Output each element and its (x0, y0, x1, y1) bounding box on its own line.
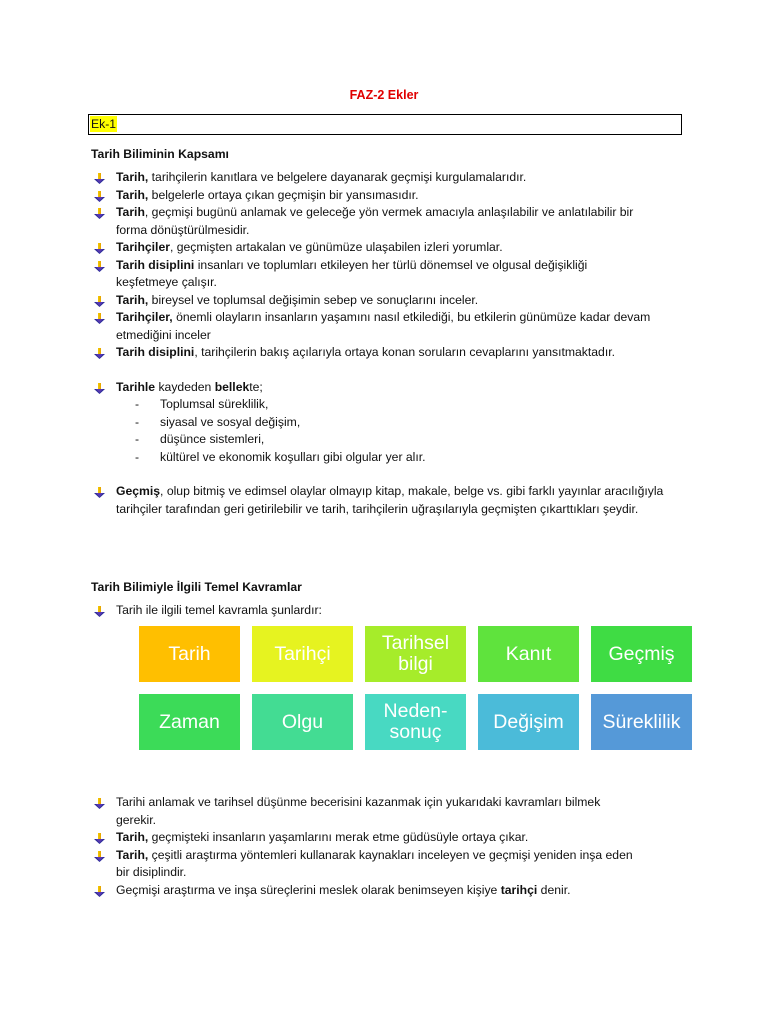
item-text: önemli olayların insanların yaşamını nasıl etkilediği, bu etkilerin günümüze kadar devam etmediğini inceler (116, 310, 651, 342)
concept-box (365, 694, 466, 750)
bullet-arrow-icon (94, 885, 105, 896)
bullet-arrow-icon (94, 190, 105, 201)
bullet-arrow-icon (94, 242, 105, 253)
gecmis-text: , olup bitmiş ve edimsel olaylar olmayıp kitap, makale, belge vs. gibi farklı yayınlar aracılığıyla tarihçiler tarafından geri getirilebilir ve tarih, tarihçilerin uğraşılarıyla geçmişten çıkarttıkları şeydir. (116, 484, 664, 516)
tarihci-item (91, 882, 681, 900)
bullet-arrow-icon (94, 172, 105, 183)
tarihci-pre: Geçmişi araştırma ve inşa süreçlerini meslek olarak benimseyen kişiye (116, 882, 501, 897)
list-item (91, 847, 641, 882)
item-text: çeşitli araştırma yöntemleri kullanarak kaynakları inceleyen ve geçmişi yeniden inşa eden bir disiplindir. (116, 847, 633, 879)
memory-mid: kaydeden (155, 379, 215, 394)
memory-bold-2: bellek (214, 379, 250, 394)
tarihci-post: denir. (537, 882, 571, 897)
section-concepts (91, 580, 681, 620)
scope-list (91, 169, 651, 362)
list-item (91, 187, 651, 205)
concepts-intro: Tarih ile ilgili temel kavramla şunlardır: (116, 603, 322, 617)
list-item (91, 292, 651, 310)
item-bold-term: Tarih disiplini (116, 345, 195, 359)
concept-box (139, 694, 240, 750)
concept-box (591, 626, 692, 682)
bullet-arrow-icon (94, 797, 105, 808)
dash-item: - kültürel ve ekonomik koşulları gibi olgular yer alır. (135, 449, 681, 467)
item-bold-term: Tarihçiler, (116, 310, 173, 324)
gecmis-item (91, 483, 666, 518)
concept-box (139, 626, 240, 682)
item-text: bireysel ve toplumsal değişimin sebep ve sonuçlarını inceler. (148, 292, 479, 307)
ek-label-box (88, 114, 682, 135)
dash-item: - düşünce sistemleri, (135, 431, 681, 449)
item-text: , geçmişten artakalan ve günümüze ulaşabilen izleri yorumlar. (169, 240, 503, 254)
item-text: belgelerle ortaya çıkan geçmişin bir yansımasıdır. (148, 187, 419, 202)
item-bold-term: Tarih, (116, 187, 149, 202)
concept-label: Tarihsel bilgi (381, 632, 450, 675)
concept-label: Neden-sonuç (383, 700, 448, 743)
concept-label: Zaman (159, 710, 220, 733)
memory-end: te; (249, 379, 263, 394)
section-heading: Tarih Biliminin Kapsamı (91, 147, 229, 161)
section-heading: Tarih Bilimiyle İlgili Temel Kavramlar (91, 580, 302, 594)
bullet-arrow-icon (94, 347, 105, 358)
memory-item (91, 379, 681, 397)
concepts-intro-item (91, 602, 681, 620)
bullet-arrow-icon (94, 382, 105, 393)
item-text: , geçmişi bugünü anlamak ve geleceğe yön vermek amacıyla anlaşılabilir ve anlatılabilir bir forma dönüştürülmesidir. (116, 205, 634, 237)
bullet-arrow-icon (94, 295, 105, 306)
concept-label: Tarihçi (274, 642, 331, 665)
memory-dash-list (135, 396, 681, 466)
item-text: insanları ve toplumları etkileyen her türlü dönemsel ve olgusal değişikliği keşfetmeye çalışır. (116, 257, 588, 289)
document-title: FAZ-2 Ekler (349, 88, 419, 102)
list-item (91, 239, 651, 257)
item-bold-term: Tarih, (116, 847, 149, 862)
item-bold-term: Tarih disiplini (116, 257, 195, 272)
item-text: geçmişteki insanların yaşamlarını merak etme güdüsüyle ortaya çıkar. (148, 830, 529, 844)
concepts-grid (139, 626, 692, 750)
list-item (91, 257, 651, 292)
section-scope (91, 147, 681, 518)
concept-label: Süreklilik (602, 710, 681, 733)
section-concepts-notes (91, 794, 681, 899)
list-item (91, 309, 651, 344)
memory-bold-1: Tarihle (116, 379, 156, 394)
bullet-arrow-icon (94, 207, 105, 218)
list-item (91, 204, 651, 239)
concept-box (478, 694, 579, 750)
concept-box (252, 694, 353, 750)
list-item (91, 169, 651, 187)
ek-label: Ek-1 (91, 117, 117, 131)
list-item (91, 344, 651, 362)
concept-notes-list (91, 794, 641, 882)
tarihci-bold: tarihçi (500, 882, 538, 897)
concept-label: Olgu (281, 710, 324, 733)
item-text: Tarihi anlamak ve tarihsel düşünme becerisini kazanmak için yukarıdaki kavramları bilmek gerekir. (116, 795, 601, 827)
concept-box (591, 694, 692, 750)
bullet-arrow-icon (94, 850, 105, 861)
concept-label: Geçmiş (608, 642, 675, 665)
concept-box (478, 626, 579, 682)
concept-label: Tarih (168, 642, 211, 665)
item-bold-term: Tarih, (116, 170, 149, 184)
bullet-arrow-icon (94, 832, 105, 843)
concept-label: Değişim (493, 710, 564, 733)
list-item (91, 829, 641, 847)
bullet-arrow-icon (94, 486, 105, 497)
item-bold-term: Tarih, (116, 292, 149, 307)
item-text: , tarihçilerin bakış açılarıyla ortaya konan soruların cevaplarını yansıtmaktadır. (194, 345, 615, 359)
bullet-arrow-icon (94, 260, 105, 271)
item-bold-term: Tarihçiler (116, 240, 170, 254)
gecmis-bold: Geçmiş (116, 484, 161, 498)
item-bold-term: Tarih (116, 205, 145, 219)
concept-box (365, 626, 466, 682)
item-bold-term: Tarih, (116, 830, 149, 844)
item-text: tarihçilerin kanıtlara ve belgelere dayanarak geçmişi kurgulamalarıdır. (148, 170, 527, 184)
bullet-arrow-icon (94, 312, 105, 323)
list-item (91, 794, 641, 829)
concept-label: Kanıt (505, 642, 552, 665)
dash-item: - siyasal ve sosyal değişim, (135, 414, 681, 432)
concept-box (252, 626, 353, 682)
bullet-arrow-icon (94, 605, 105, 616)
dash-item: - Toplumsal süreklilik, (135, 396, 681, 414)
